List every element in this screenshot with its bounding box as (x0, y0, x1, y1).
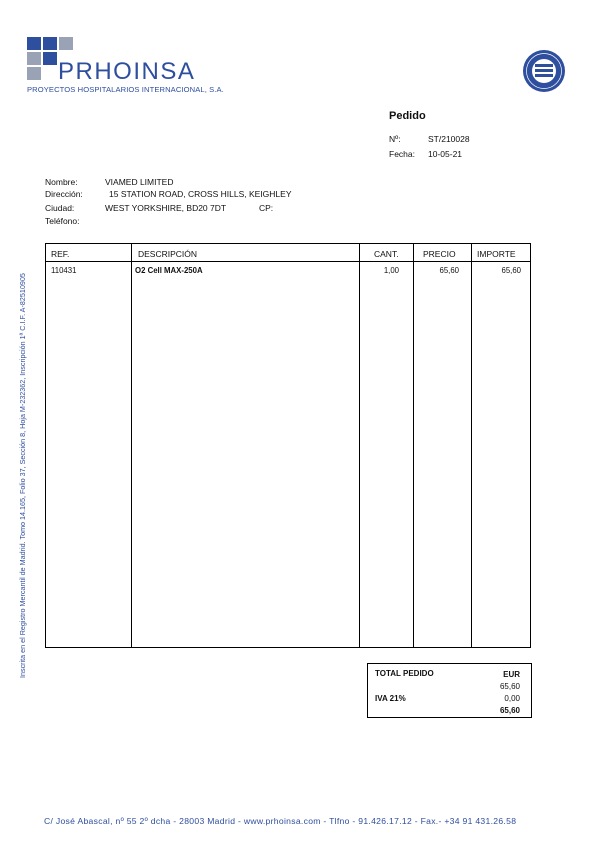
footer-contact: C/ José Abascal, nº 55 2º dcha - 28003 Madrid - www.prhoinsa.com - Tlfno - 91.426.17.12 - Fax.- +34 91 431.26.58 (44, 816, 517, 826)
currency-label: EUR (503, 670, 520, 679)
order-date: 10-05-21 (428, 149, 463, 159)
customer-city-label: Ciudad: (45, 203, 75, 213)
row-price: 65,60 (439, 266, 459, 275)
column-header-ref: REF. (51, 249, 70, 259)
customer-name-label: Nombre: (45, 177, 78, 187)
row-amount: 65,60 (501, 266, 521, 275)
certification-seal-icon (522, 49, 566, 93)
total-label: TOTAL PEDIDO (375, 669, 434, 678)
customer-address: 15 STATION ROAD, CROSS HILLS, KEIGHLEY (109, 189, 292, 199)
vat-label: IVA 21% (375, 694, 406, 703)
order-number: ST/210028 (428, 134, 470, 144)
customer-phone-label: Teléfono: (45, 216, 80, 226)
items-table (45, 243, 531, 648)
totals-box (367, 663, 532, 718)
column-header-amount: IMPORTE (477, 249, 516, 259)
column-header-qty: CANT. (374, 249, 399, 259)
row-qty: 1,00 (383, 266, 399, 275)
customer-name: VIAMED LIMITED (105, 177, 174, 187)
total-value: 65,60 (499, 706, 520, 715)
registry-text: Inscrita en el Registro Mercantil de Madrid. Tomo 14.165, Folio 37, Sección 8, Hoja M-232362, Inscripción 1ª C.I.F. A-82510905 (18, 273, 27, 678)
order-date-label: Fecha: (389, 149, 415, 159)
vat-value: 0,00 (504, 694, 520, 703)
row-ref: 110431 (51, 266, 77, 275)
document-title: Pedido (389, 110, 426, 122)
column-header-description: DESCRIPCIÓN (138, 249, 198, 259)
customer-address-label: Dirección: (45, 189, 83, 199)
subtotal-value: 65,60 (499, 682, 520, 691)
order-number-label: Nº: (389, 134, 401, 144)
company-name: PRHOINSA (58, 58, 196, 85)
customer-city: WEST YORKSHIRE, BD20 7DT (105, 203, 227, 213)
company-subtitle: PROYECTOS HOSPITALARIOS INTERNACIONAL, S.A. (27, 85, 224, 94)
customer-cp-label: CP: (259, 203, 274, 213)
row-description: O2 Cell MAX-250A (135, 266, 203, 275)
column-header-price: PRECIO (423, 249, 456, 259)
